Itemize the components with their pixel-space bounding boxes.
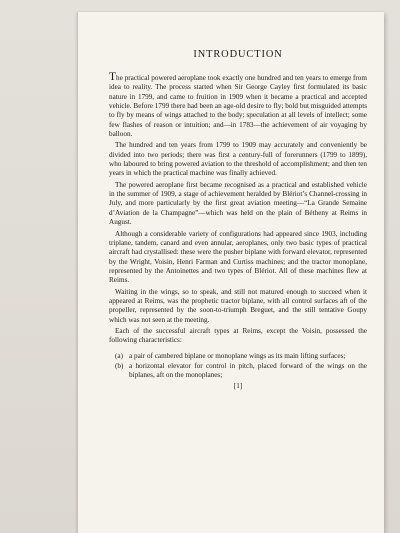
- characteristics-list: [115, 352, 367, 381]
- paragraph-4: Although a considerable variety of configurations had appeared since 1903, including triplane, tandem, canard and even annular, aeroplanes, only two basic types of practical aircraft had crystallised: these were the pusher biplane with forward elevator, represented by the Wright, Voisin, Henri Farman and Curtiss machines; and the tractor monoplane, represented by the Antoinettes and two types of Blériot. All of these machines flew at Reims.: [109, 229, 367, 285]
- list-marker: (b): [115, 361, 124, 370]
- page-text: [109, 49, 367, 391]
- list-marker: (a): [115, 351, 123, 360]
- list-item-text: a pair of cambered biplane or monoplane wings as its main lifting surfaces;: [129, 351, 346, 360]
- list-item: [115, 362, 367, 381]
- paragraph-3: The powered aeroplane first became recognised as a practical and established vehicle in the summer of 1909, a stage of achievement heralded by Blériot’s Channel-crossing in July, and more particularly by the first great aviation meeting—“La Grande Semaine d’Aviation de la Champagne”—which was held on the plain of Bétheny at Reims in August.: [109, 180, 367, 227]
- paragraph-6: Each of the successful aircraft types at Reims, except the Voisin, possessed the following characteristics:: [109, 326, 367, 345]
- page-number: [1]: [233, 381, 243, 390]
- list-item-text: a horizontal elevator for control in pitch, placed forward of the wings on the biplanes, aft on the monoplanes;: [129, 361, 367, 380]
- paragraph-5: Waiting in the wings, so to speak, and still not matured enough to succeed when it appeared at Reims, was the prophetic tractor biplane, with all control surfaces aft of the propeller, represented by the soon-to-triumph Breguet, and the still tentative Goupy which was not seen at the meeting.: [109, 287, 367, 324]
- list-item: [115, 352, 367, 361]
- drop-cap: T: [109, 71, 117, 83]
- paragraph-1-text: he practical powered aeroplane took exactly one hundred and ten years to emerge from idea to reality. The process started when Sir George Cayley first formulated its basic nature in 1799, and came to fruition in 1909 when it became a practical and accepted vehicle. Before 1799 there had been an age-old desire to fly; bold but misguided attempts to fly by means of wings attached to the body; speculation at all levels of intellect; some few flashes of reason or intuition; and—in 1783—the achievement of air voyaging by balloon.: [109, 74, 367, 139]
- paragraph-2: The hundred and ten years from 1799 to 1909 may accurately and conveniently be divided into two periods; there was first a century-full of forerunners (1799 to 1899), who laboured to bring powered aviation to the threshold of accomplishment; and then ten years in which the practical machine was finally achieved.: [109, 141, 367, 178]
- paragraph-1: [109, 73, 367, 139]
- page-title: INTRODUCTION: [193, 49, 283, 60]
